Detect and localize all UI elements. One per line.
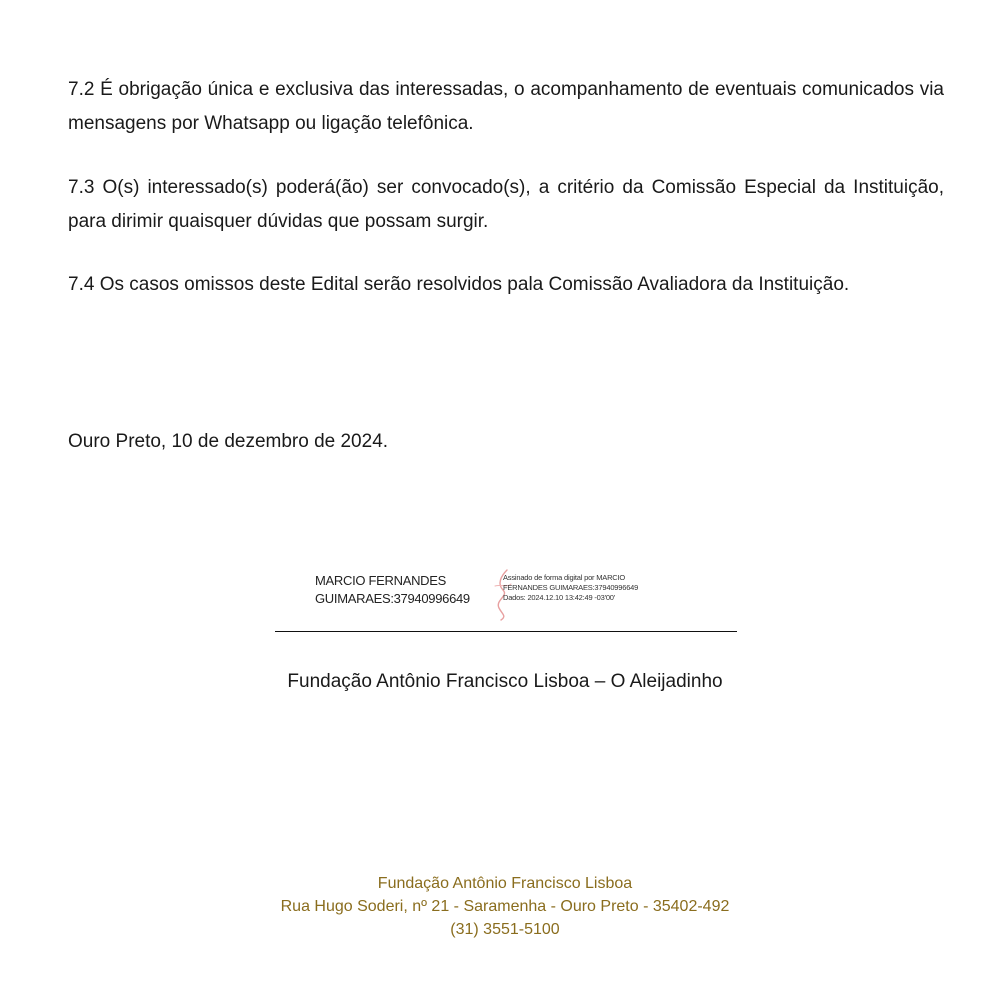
signer-name [315, 572, 470, 608]
clause-7-4: 7.4 Os casos omissos deste Edital serão resolvidos pala Comissão Avaliadora da Instituição. [68, 274, 850, 295]
footer-phone: (31) 3551-5100 [450, 921, 560, 938]
page-footer [0, 872, 1000, 941]
foundation-name: Fundação Antônio Francisco Lisboa – O Aleijadinho [287, 671, 723, 692]
footer-address: Rua Hugo Soderi, nº 21 - Saramenha - Ouro Preto - 35402-492 [280, 898, 730, 915]
signer-name-line-1: MARCIO FERNANDES [315, 573, 446, 588]
date-line: Ouro Preto, 10 de dezembro de 2024. [68, 431, 389, 452]
signature-details-line-2: FERNANDES GUIMARAES:37940996649 [503, 583, 639, 592]
signature-details-line-3: Dados: 2024.12.10 13:42:49 -03'00' [503, 593, 615, 602]
signature-details-line-1: Assinado de forma digital por MARCIO [503, 573, 626, 582]
signer-name-line-2: GUIMARAES:37940996649 [315, 591, 470, 606]
signature-details [503, 573, 638, 603]
digital-signature [315, 572, 735, 622]
footer-organization: Fundação Antônio Francisco Lisboa [377, 875, 633, 892]
clause-7-3: 7.3 O(s) interessado(s) poderá(ão) ser convocado(s), a critério da Comissão Especial da Instituição, para dirimir quaisquer dúvidas que possam surgir. [68, 177, 944, 232]
signature-line [275, 631, 737, 632]
clause-7-2: 7.2 É obrigação única e exclusiva das interessadas, o acompanhamento de eventuais comunicados via mensagens por Whatsapp ou ligação telefônica. [68, 79, 944, 134]
